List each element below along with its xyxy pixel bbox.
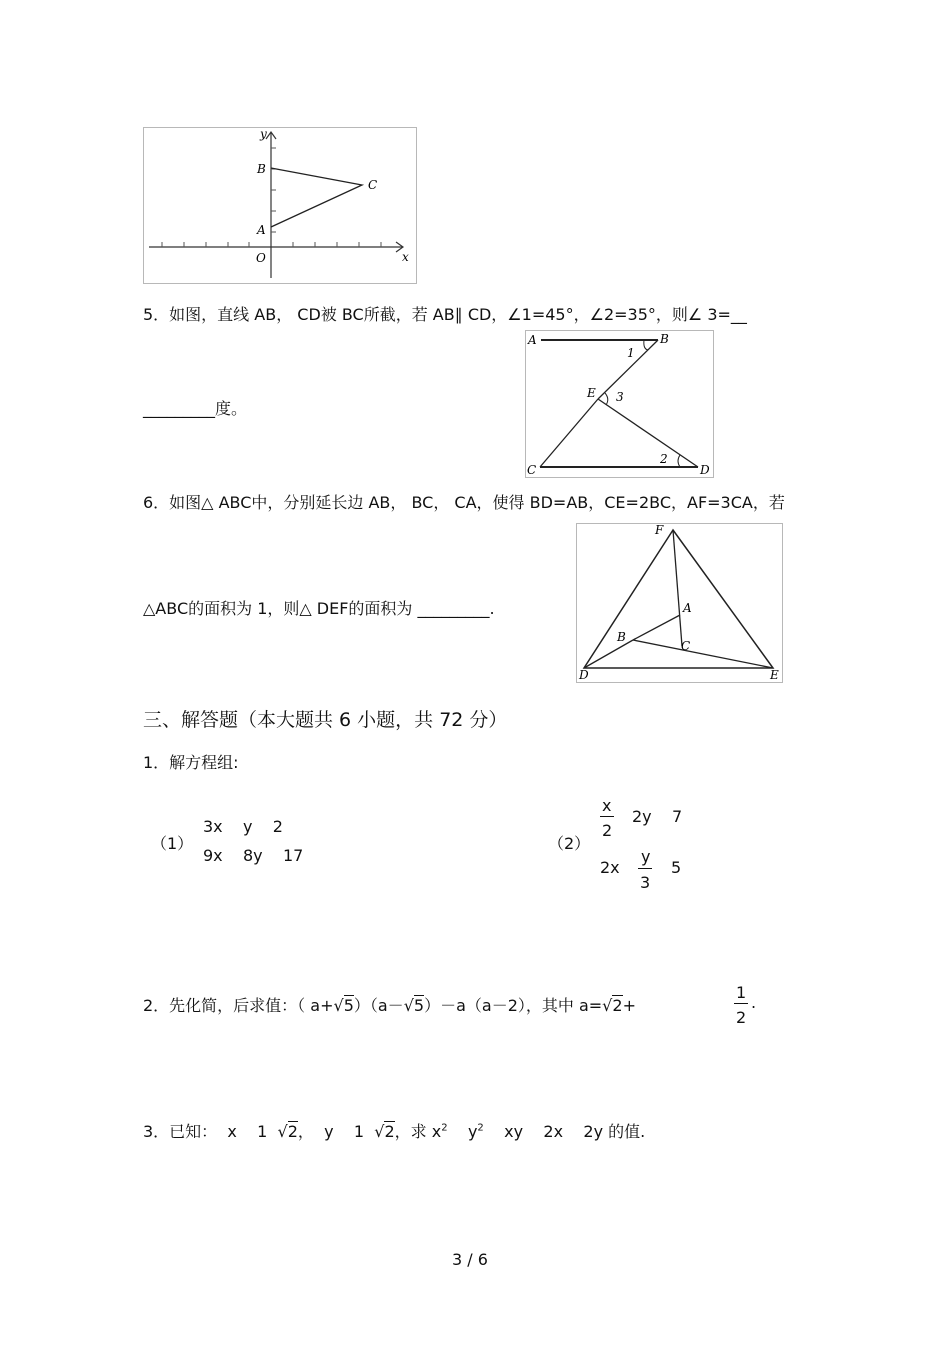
p1-sys2-x: x bbox=[602, 796, 612, 815]
p3-pre: 3．已知： x 1 bbox=[143, 1122, 268, 1141]
p3-post3: xy 2x 2y 的值. bbox=[483, 1122, 646, 1141]
p2-frac-num: 1 bbox=[736, 983, 747, 1002]
segment-be bbox=[633, 640, 773, 668]
p3-sqrt1: √2 bbox=[277, 1122, 298, 1141]
p1-sys2-left2: 2x bbox=[600, 858, 620, 877]
p2-line bbox=[143, 993, 636, 1016]
p3-post2: y bbox=[447, 1122, 478, 1141]
p1-sys1-label: （1） bbox=[151, 834, 194, 853]
p3-sqrt2: √2 bbox=[374, 1122, 395, 1141]
q5-line1: 5．如图，直线 AB， CD被 BC所截，若 AB∥ CD，∠1=45°，∠2=35°，则∠ 3=__ bbox=[143, 305, 747, 324]
z-label-b: B bbox=[660, 332, 669, 346]
y-axis-label: y bbox=[260, 128, 267, 141]
segment-fc bbox=[673, 530, 682, 646]
p2-sqrt1: √5 bbox=[333, 996, 354, 1015]
tri-label-e: E bbox=[770, 668, 779, 682]
z-angle2-label: 2 bbox=[660, 452, 668, 466]
q5-blank: _________ bbox=[143, 399, 215, 418]
triangle-def-svg bbox=[577, 524, 782, 682]
p3-sup2: 2 bbox=[477, 1122, 484, 1134]
triangle-def-figure bbox=[576, 523, 783, 683]
p2-text: 2．先化简，后求值：（ a+ bbox=[143, 996, 334, 1015]
segment-ba bbox=[633, 615, 680, 640]
segment-ed bbox=[598, 399, 698, 467]
p1-sys2-label: （2） bbox=[548, 834, 591, 853]
z-label-d: D bbox=[700, 463, 710, 477]
p3-r2: 2 bbox=[384, 1122, 395, 1141]
p1-sys2-rest1: 2y 7 bbox=[632, 807, 683, 826]
tri-label-f: F bbox=[655, 524, 664, 537]
q6-end: . bbox=[489, 599, 495, 618]
p1-title: 1．解方程组: bbox=[143, 753, 239, 772]
angle2-arc bbox=[678, 455, 680, 467]
p3-sup1: 2 bbox=[441, 1122, 448, 1134]
p2-r3: 2 bbox=[612, 996, 623, 1015]
z-shape-figure bbox=[525, 330, 714, 478]
p2-sqrt2: √5 bbox=[403, 996, 425, 1015]
angle1-arc bbox=[644, 340, 648, 350]
angle3-arc bbox=[605, 393, 608, 405]
z-angle3-label: 3 bbox=[616, 390, 624, 404]
x-axis-label: x bbox=[402, 250, 409, 264]
p1-sys1-eq1: 3x y 2 bbox=[203, 817, 283, 836]
z-label-e: E bbox=[587, 386, 596, 400]
p2-frac-den: 2 bbox=[736, 1008, 747, 1027]
p1-sys2-y: y bbox=[641, 847, 651, 866]
page-number: 3 / 6 bbox=[452, 1250, 488, 1269]
p2-mid2: ）－a（a－2），其中 a= bbox=[424, 996, 603, 1015]
z-label-c: C bbox=[527, 463, 537, 477]
tri-label-b: B bbox=[617, 630, 626, 644]
p1-sys2-rest2: 5 bbox=[671, 858, 682, 877]
tri-label-a: A bbox=[683, 601, 692, 615]
coordinate-figure bbox=[143, 127, 417, 284]
tri-label-d: D bbox=[579, 668, 589, 682]
section-title: 三、解答题（本大题共 6 小题，共 72 分） bbox=[143, 709, 508, 731]
p1-sys1-eq2: 9x 8y 17 bbox=[203, 846, 304, 865]
p3-mid: ， y 1 bbox=[297, 1122, 365, 1141]
segment-ec bbox=[540, 399, 598, 467]
q5-suffix: 度。 bbox=[215, 399, 248, 418]
coordinate-figure-svg bbox=[144, 128, 416, 283]
p1-sys2-den1: 2 bbox=[602, 821, 613, 840]
p2-r1: 5 bbox=[343, 996, 354, 1015]
q6-line2 bbox=[143, 596, 495, 619]
p2-mid1: ）（a－ bbox=[353, 996, 404, 1015]
p1-sys2-den2: 3 bbox=[640, 873, 651, 892]
p2-r2: 5 bbox=[413, 996, 425, 1015]
p3-post1: ，求 x bbox=[394, 1122, 442, 1141]
p2-sqrt3: √2 bbox=[602, 996, 623, 1015]
triangle-abc-outline bbox=[271, 168, 362, 227]
p1-sys2-frac-line2 bbox=[638, 868, 652, 869]
p2-end: . bbox=[751, 993, 757, 1012]
p3-line bbox=[143, 1119, 645, 1142]
y-ticks bbox=[271, 148, 276, 232]
p1-sys2-frac-line1 bbox=[600, 816, 614, 817]
p2-plus: + bbox=[622, 996, 636, 1015]
tri-label-c: C bbox=[681, 639, 691, 653]
q5-line2 bbox=[143, 396, 247, 419]
segment-bd bbox=[584, 640, 633, 668]
point-b-label: B bbox=[257, 162, 266, 176]
z-shape-svg bbox=[526, 331, 713, 477]
origin-label: O bbox=[256, 251, 266, 265]
z-angle1-label: 1 bbox=[627, 346, 635, 360]
q6-blank: _________ bbox=[417, 599, 490, 618]
point-c-label: C bbox=[368, 178, 378, 192]
p3-r1: 2 bbox=[287, 1122, 298, 1141]
q6-text: △ABC的面积为 1，则△ DEF的面积为 bbox=[143, 599, 413, 618]
p2-frac-line bbox=[734, 1003, 748, 1004]
q6-line1: 6．如图△ ABC中，分别延长边 AB， BC， CA，使得 BD=AB，CE=2BC，AF=3CA，若 bbox=[143, 493, 785, 512]
point-a-label: A bbox=[257, 223, 266, 237]
z-label-a: A bbox=[528, 333, 537, 347]
